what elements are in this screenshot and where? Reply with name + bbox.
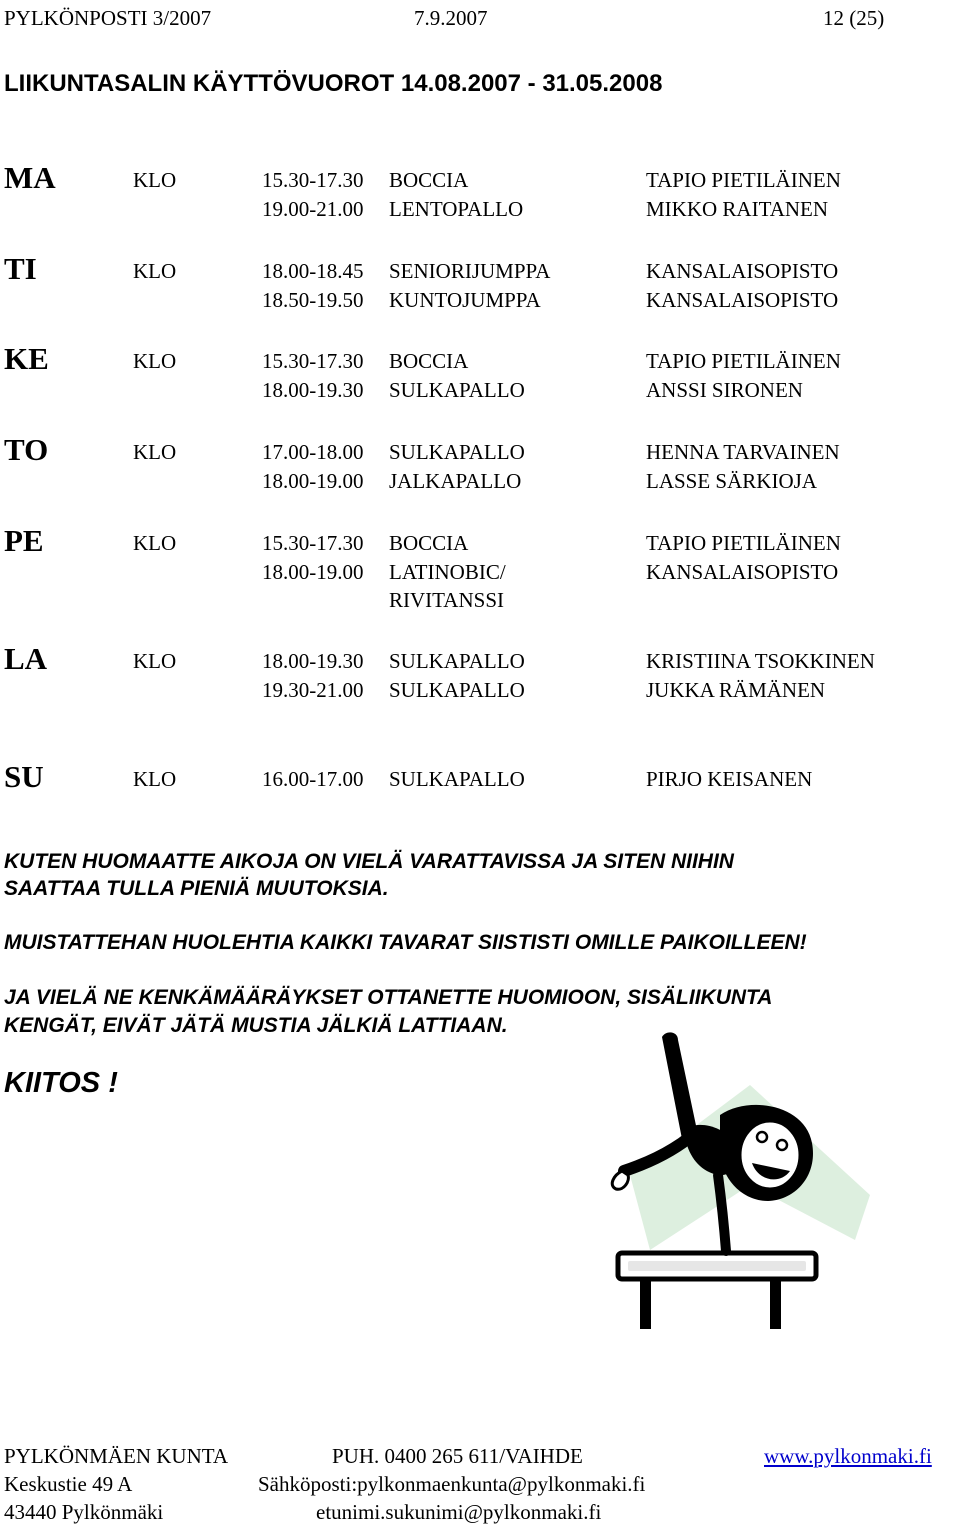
contact: KANSALAISOPISTO — [646, 288, 839, 312]
activity: BOCCIA — [389, 531, 469, 555]
time-slot: 15.30-17.30 — [262, 531, 364, 555]
day-label: SU — [4, 759, 44, 794]
time-slot: 18.50-19.50 — [262, 288, 364, 312]
notice-text: MUISTATTEHAN HUOLEHTIA KAIKKI TAVARAT SIISTISTI OMILLE PAIKOILLEEN! — [4, 931, 807, 954]
activity: SENIORIJUMPPA — [389, 259, 551, 283]
notice-text: KUTEN HUOMAATTE AIKOJA ON VIELÄ VARATTAVISSA JA SITEN NIIHIN — [4, 850, 734, 873]
day-label: TO — [4, 432, 49, 467]
footer-email-pattern: etunimi.sukunimi@pylkonmaki.fi — [316, 1500, 602, 1524]
thanks-text: KIITOS ! — [4, 1067, 118, 1099]
beam-leg — [640, 1277, 651, 1329]
contact: JUKKA RÄMÄNEN — [646, 678, 826, 702]
time-slot: 16.00-17.00 — [262, 767, 364, 791]
time-slot: 19.00-21.00 — [262, 197, 364, 221]
footer-org: PYLKÖNMÄEN KUNTA — [4, 1444, 229, 1468]
day-label: MA — [4, 160, 56, 195]
beam-shade — [628, 1261, 806, 1271]
day-label: TI — [4, 251, 37, 286]
publication-name: PYLKÖNPOSTI 3/2007 — [4, 6, 212, 30]
footer-website-link[interactable]: www.pylkonmaki.fi — [764, 1444, 932, 1468]
time-slot: 18.00-19.30 — [262, 649, 364, 673]
contact: KANSALAISOPISTO — [646, 560, 839, 584]
time-slot: 18.00-19.00 — [262, 560, 364, 584]
beam-leg — [770, 1277, 781, 1329]
gymnast-leg — [662, 1032, 698, 1139]
contact: MIKKO RAITANEN — [646, 197, 829, 221]
klo-label: KLO — [133, 168, 177, 192]
activity: SULKAPALLO — [389, 767, 525, 791]
klo-label: KLO — [133, 349, 177, 373]
footer-street: Keskustie 49 A — [4, 1472, 133, 1496]
contact: PIRJO KEISANEN — [646, 767, 813, 791]
time-slot: 15.30-17.30 — [262, 168, 364, 192]
activity: LENTOPALLO — [389, 197, 524, 221]
page-title: LIIKUNTASALIN KÄYTTÖVUOROT 14.08.2007 - 31.05.2008 — [4, 70, 663, 97]
contact: TAPIO PIETILÄINEN — [646, 349, 841, 373]
footer-postal: 43440 Pylkönmäki — [4, 1500, 164, 1524]
klo-label: KLO — [133, 649, 177, 673]
activity: KUNTOJUMPPA — [389, 288, 541, 312]
day-label: PE — [4, 523, 44, 558]
activity: SULKAPALLO — [389, 678, 525, 702]
contact: TAPIO PIETILÄINEN — [646, 168, 841, 192]
activity: SULKAPALLO — [389, 440, 525, 464]
activity: SULKAPALLO — [389, 649, 525, 673]
time-slot: 19.30-21.00 — [262, 678, 364, 702]
contact: KANSALAISOPISTO — [646, 259, 839, 283]
activity: LATINOBIC/ — [389, 560, 506, 584]
footer-email: Sähköposti:pylkonmaenkunta@pylkonmaki.fi — [258, 1472, 646, 1496]
time-slot: 17.00-18.00 — [262, 440, 364, 464]
activity: JALKAPALLO — [389, 469, 522, 493]
footer-phone: PUH. 0400 265 611/VAIHDE — [332, 1444, 583, 1468]
contact: HENNA TARVAINEN — [646, 440, 840, 464]
activity: BOCCIA — [389, 168, 469, 192]
gymnast-on-balance-beam-icon — [600, 1025, 870, 1335]
notice-text: KENGÄT, EIVÄT JÄTÄ MUSTIA JÄLKIÄ LATTIAAN. — [4, 1014, 508, 1037]
klo-label: KLO — [133, 259, 177, 283]
time-slot: 18.00-18.45 — [262, 259, 364, 283]
notice-text: JA VIELÄ NE KENKÄMÄÄRÄYKSET OTTANETTE HUOMIOON, SISÄLIIKUNTA — [4, 986, 773, 1009]
page-number: 12 (25) — [823, 6, 885, 30]
contact: LASSE SÄRKIOJA — [646, 469, 817, 493]
time-slot: 15.30-17.30 — [262, 349, 364, 373]
activity: BOCCIA — [389, 349, 469, 373]
notice-text: SAATTAA TULLA PIENIÄ MUUTOKSIA. — [4, 877, 389, 900]
contact: TAPIO PIETILÄINEN — [646, 531, 841, 555]
time-slot: 18.00-19.00 — [262, 469, 364, 493]
day-label: LA — [4, 641, 48, 676]
contact: ANSSI SIRONEN — [646, 378, 803, 402]
activity: RIVITANSSI — [389, 588, 504, 612]
klo-label: KLO — [133, 767, 177, 791]
activity: SULKAPALLO — [389, 378, 525, 402]
klo-label: KLO — [133, 531, 177, 555]
contact: KRISTIINA TSOKKINEN — [646, 649, 875, 673]
day-label: KE — [4, 341, 49, 376]
time-slot: 18.00-19.30 — [262, 378, 364, 402]
publication-date: 7.9.2007 — [414, 6, 488, 30]
gymnast-hand — [612, 1171, 628, 1189]
klo-label: KLO — [133, 440, 177, 464]
